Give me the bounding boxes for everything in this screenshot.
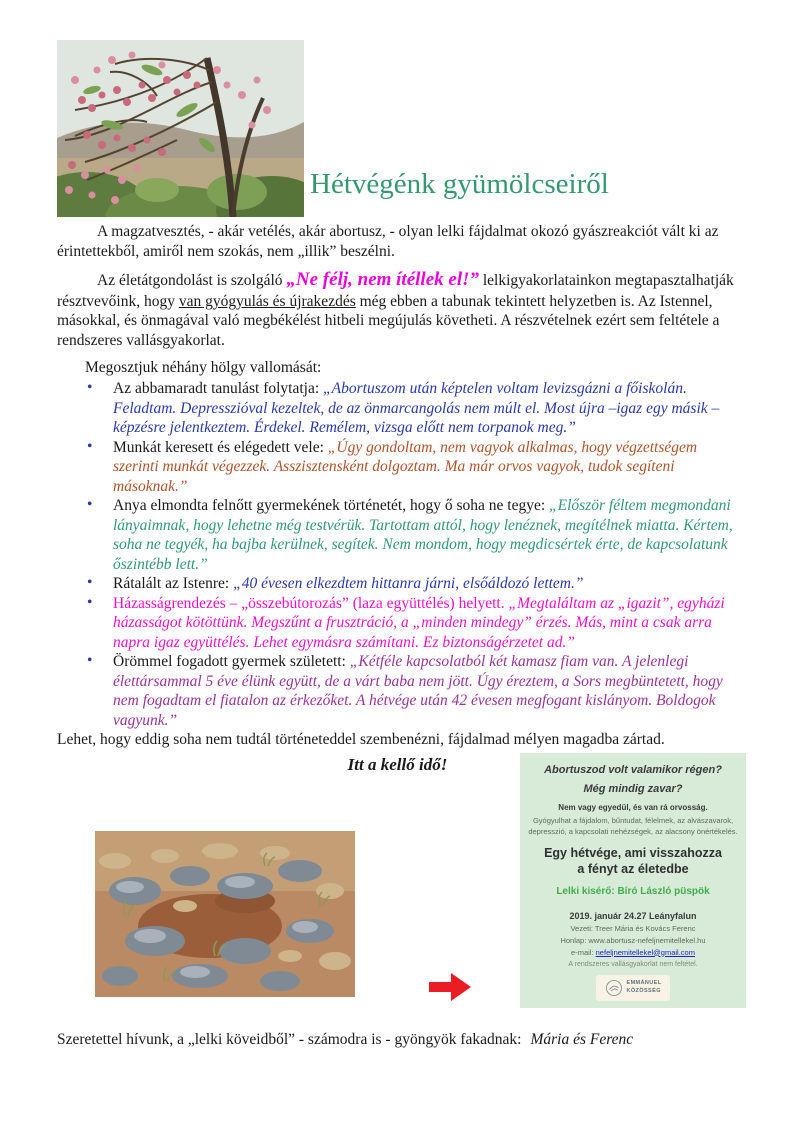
flyer-question-1: Abortuszod volt valamikor régen? <box>544 764 722 776</box>
testimonial-item-2 <box>57 438 738 497</box>
flyer-question-2: Még mindig zavar? <box>583 783 683 795</box>
flyer-healing-line-1: Gyógyulhat a fájdalom, bűntudat, félelmek, az alvászavarok, <box>532 816 734 825</box>
p2-post-text: még ebben a tabunak tekintett helyzetben is. Az Istennel, másokkal, és önmagával való megbékélést hitbeli megújulás követheti. A részvételnek ezért sem feltétele a rendszeres vallásgyakorlat. <box>57 292 720 349</box>
testimonial-quote: „40 évesen elkezdtem hittanra járni, elsőáldozó lettem.” <box>233 575 584 593</box>
p2-pre-text: Az életátgondolást is szolgáló <box>97 272 287 290</box>
testimonial-item-4 <box>57 574 738 594</box>
signature: Mária és Ferenc <box>530 1031 634 1048</box>
flyer-date-location: 2019. január 24.27 Leányfalun <box>569 910 697 921</box>
retreat-name-highlight: „Ne félj, nem ítéllek el!” <box>286 269 479 291</box>
berry-branch-photo <box>57 40 304 217</box>
testimonials-list <box>57 379 738 730</box>
testimonial-item-3 <box>57 496 738 574</box>
flyer-email-link[interactable]: nefeljnemitellekel@gmail.com <box>595 947 695 957</box>
testimonial-quote: „Először féltem megmondani lányaimnak, hogy lehetne még testvérük. Tartottam attól, hogy lenéznek, megítélnek miatta. Kértem, soha ne tegyék, ha bajba kerülnek, segítek. Nem mondom, hogy megdicsértek érte, de kapcsolatunk őszintébb lett.” <box>113 497 733 573</box>
flyer-website: Honlap: www.abortusz-nefeljnemitellekel.hu <box>560 935 706 945</box>
flyer-healing-line-2: depresszió, a kapcsolati nehézségek, az alacsony önértékelés. <box>528 827 738 836</box>
testimonial-lead: Rátalált az Istenre: <box>113 575 234 593</box>
rocky-ground-photo <box>95 831 355 997</box>
testimonial-lead: Örömmel fogadott gyermek született: <box>113 653 350 671</box>
flyer-note: A rendszeres vallásgyakorlat nem feltétel. <box>568 960 698 968</box>
testimonial-quote: „Abortuszom után képtelen voltam levizsgázni a főiskolán. Feladtam. Depresszióval kezeltek, de az önmarcangolás nem múlt el. Most újra –igaz egy másik – képzésre jelentkeztem. Érdekel. Remélem, vizsga előtt nem torpanok meg.” <box>113 380 720 437</box>
dove-emblem-icon <box>605 979 623 997</box>
page-title: Hétvégénk gyümölcseiről <box>310 168 609 200</box>
invite-text: Szeretettel hívunk, a „lelki köveidből” - számodra is - gyöngyök fakadnak: <box>57 1031 522 1048</box>
flyer-leaders: Vezeti: Treer Mária és Kovács Ferenc <box>570 923 696 933</box>
flyer-headline <box>520 845 746 878</box>
footer-invitation <box>57 1031 757 1049</box>
flyer-reassurance: Nem vagy egyedül, és van rá orvosság. <box>558 803 708 812</box>
p2-underlined-phrase: van gyógyulás és újrakezdés <box>178 292 356 310</box>
testimonial-item-6 <box>57 652 738 730</box>
testimonial-lead: Házasságrendezés – „összebútorozás” (laza együttélés) helyett. <box>113 594 509 612</box>
flyer-spiritual-guide: Lelki kisérő: Bíró László püspök <box>556 885 710 897</box>
logo-text-line-2: KÖZÖSSÉG <box>626 987 661 994</box>
closing-line: Lehet, hogy eddig soha nem tudtál történeteddel szembenézni, fájdalmad mélyen magadba zártad. <box>57 731 665 749</box>
article-body <box>57 222 738 782</box>
testimonial-lead: Az abbamaradt tanulást folytatja: <box>113 380 324 398</box>
flyer-headline-line-2: a fényt az életedbe <box>577 862 689 877</box>
emmanuel-community-logo <box>596 975 670 1001</box>
testimonial-item-1 <box>57 379 738 438</box>
testimonial-quote: „Megtaláltam az „igazit”, egyházi házasságot kötöttünk. Megszűnt a frusztráció, a „minden mindegy” érzés. Más, mint a csak arra napra igaz együttélés. Lehet egymásra számítani. Ez biztonságérzetet ad.” <box>113 594 725 651</box>
testimonial-quote: „Kétféle kapcsolatból két kamasz fiam van. A jelenlegi élettársammal 5 éve élünk együtt, de a várt baba nem jött. Úgy éreztem, a Sors megbüntetett, hogy nem fogadtam el fiatalon az érkezőket. A hétvége után 42 évesen megfogant kislányom. Boldogok vagyunk.” <box>113 653 723 729</box>
testimonials-intro: Megosztjuk néhány hölgy vallomását: <box>85 358 322 376</box>
flyer-email-label: e-mail: <box>571 947 594 957</box>
intro-paragraph-2 <box>57 268 738 350</box>
flyer-email-line <box>520 948 746 957</box>
flyer-headline-line-1: Egy hétvége, ami visszahozza <box>544 846 722 860</box>
p2-mid-text: lelkigyakorlatainkon megtapasztalhatják résztvevőink, hogy <box>57 272 734 310</box>
red-arrow-icon <box>429 972 473 1002</box>
testimonial-item-5 <box>57 594 738 653</box>
call-to-action: Itt a kellő idő! <box>347 754 448 774</box>
testimonial-lead: Munkát keresett és elégedett vele: <box>113 438 328 456</box>
intro-paragraph-1: A magzatvesztés, - akár vetélés, akár abortusz, - olyan lelki fájdalmat okozó gyászreakciót vált ki az érintettekből, amiről nem szokás, nem „illik” beszélni. <box>57 223 719 260</box>
testimonial-quote: „Úgy gondoltam, nem vagyok alkalmas, hogy végzettségem szerinti munkát végezzek. Asszisztensként dolgoztam. Ma már orvos vagyok, tudok segíteni másoknak.” <box>113 438 698 495</box>
testimonial-lead: Anya elmondta felnőtt gyermekének történetét, hogy ő soha ne tegye: <box>113 497 550 515</box>
retreat-flyer <box>520 753 746 1008</box>
logo-text-line-1: EMMÁNUEL <box>626 979 662 986</box>
